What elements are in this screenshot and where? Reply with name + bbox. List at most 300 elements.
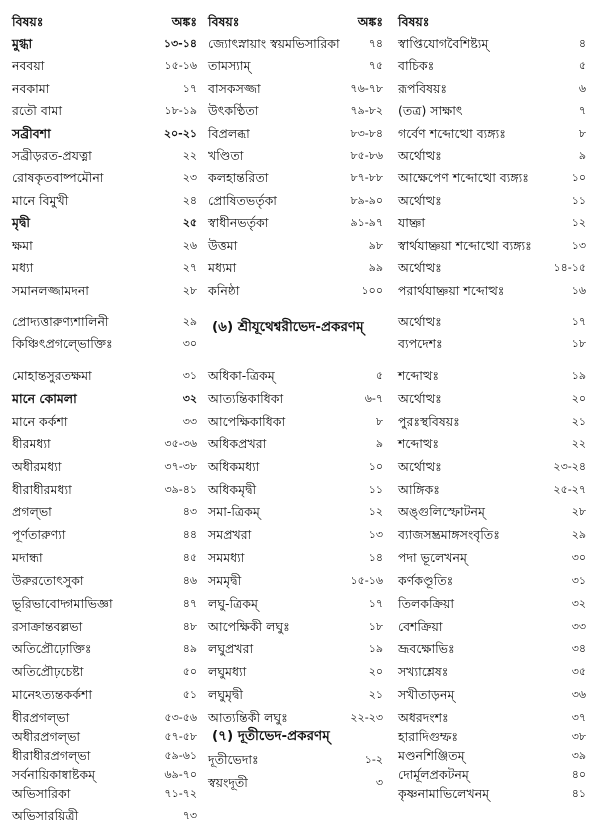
index-entry <box>12 457 197 477</box>
entry-page-number: ২০ <box>571 392 586 405</box>
entry-page-number: ১৮ <box>571 337 586 350</box>
entry-term: (তত্র) সাক্ষাৎ <box>398 103 463 118</box>
entry-term: মানে কোমলা <box>12 391 77 406</box>
index-entry <box>12 480 197 500</box>
entry-page-number: ১৪ <box>368 551 383 564</box>
entry-page-number: ২৩-২৪ <box>553 460 586 473</box>
entry-page-number: ১৯ <box>368 642 383 655</box>
entry-page-number: ৮৭-৮৮ <box>350 171 383 184</box>
entry-term: সব্রীড়রত-প্রযত্না <box>12 148 92 163</box>
index-entry <box>398 765 586 785</box>
entry-page-number: ৪১ <box>571 787 586 800</box>
entry-term: লঘু-ত্রিকম্ <box>208 596 258 611</box>
entry-page-number: ৮ <box>578 127 586 140</box>
entry-term: স্বাপ্তিযোগবৈশিষ্ট্যম্ <box>398 36 489 51</box>
index-entry <box>208 639 383 659</box>
entry-term: আত্যন্তিকী লঘুঃ <box>208 710 288 725</box>
entry-term: ক্ষমা <box>12 238 33 253</box>
entry-page-number: ৩৮ <box>571 730 586 743</box>
index-entry <box>12 146 197 166</box>
entry-term: মণ্ডনশিঞ্জিতম্ <box>398 748 465 763</box>
entry-term: খণ্ডিতা <box>208 148 244 163</box>
index-entry <box>398 662 586 682</box>
index-entry <box>12 662 197 682</box>
entry-page-number: ২২ <box>571 437 586 450</box>
entry-page-number: ৩৯ <box>571 749 586 762</box>
entry-term: বিপ্রলব্ধা <box>208 126 250 141</box>
entry-term: উৎকণ্ঠিতা <box>208 103 259 118</box>
entry-term: মানে কর্কশা <box>12 414 68 429</box>
entry-page-number: ৩৭-৩৮ <box>164 460 197 473</box>
entry-page-number: ৩০ <box>182 337 197 350</box>
section-title: (৬) শ্রীযূথেশ্বরীভেদ-প্রকরণম্ <box>212 319 364 335</box>
entry-page-number: ২২-২৩ <box>350 711 383 724</box>
index-entry <box>12 639 197 659</box>
index-entry <box>208 101 383 121</box>
index-entry <box>398 366 586 386</box>
entry-page-number: ১২ <box>368 505 383 518</box>
entry-page-number: ২৭ <box>182 261 197 274</box>
index-entry <box>398 571 586 591</box>
index-entry <box>208 548 383 568</box>
index-entry <box>208 571 383 591</box>
entry-page-number: ৭১-৭২ <box>164 787 197 800</box>
index-entry <box>398 124 586 144</box>
index-entry <box>208 281 383 301</box>
entry-page-number: ৩২ <box>182 392 197 405</box>
entry-page-number: ৮৫-৮৬ <box>350 149 383 162</box>
entry-page-number: ২৫-২৭ <box>553 483 586 496</box>
entry-page-number: ৫ <box>578 59 586 72</box>
entry-term: ভূরিভাবোদ্গমাভিজ্ঞা <box>12 596 113 611</box>
entry-page-number: ৭৩ <box>182 809 197 822</box>
index-entry <box>398 389 586 409</box>
entry-term: রতৌ বামা <box>12 103 62 118</box>
index-entry <box>12 685 197 705</box>
index-entry <box>208 389 383 409</box>
entry-page-number: ১০ <box>571 171 586 184</box>
entry-page-number: ২১ <box>368 688 383 701</box>
entry-page-number: ৫৩-৫৬ <box>164 711 197 724</box>
index-entry <box>208 168 383 188</box>
section-title: (৭) দূতীভেদ-প্রকরণম্ <box>212 728 330 744</box>
entry-term: মদান্ধা <box>12 550 43 565</box>
entry-page-number: ৪৬ <box>182 574 197 587</box>
entry-page-number: ৯ <box>578 149 586 162</box>
entry-page-number: ৮৯-৯০ <box>350 194 383 207</box>
index-entry <box>208 525 383 545</box>
entry-term: অধিকপ্রখরা <box>208 436 267 451</box>
index-entry <box>398 746 586 766</box>
index-entry <box>12 617 197 637</box>
entry-term: সখীতাড়নম্ <box>398 687 455 702</box>
entry-page-number: ২৫ <box>182 216 197 229</box>
index-entry <box>398 334 586 354</box>
index-entry <box>12 191 197 211</box>
index-entry <box>12 56 197 76</box>
entry-term: বাচিকঃ <box>398 58 435 73</box>
entry-page-number: ৭৬-৭৮ <box>350 82 383 95</box>
entry-page-number: ২০ <box>368 665 383 678</box>
index-entry <box>208 412 383 432</box>
entry-page-number: ৩২ <box>571 597 586 610</box>
index-entry <box>12 765 197 785</box>
index-entry <box>12 708 197 728</box>
entry-page-number: ১০০ <box>361 284 383 297</box>
entry-term: রসাক্রান্তবল্লভা <box>12 619 83 634</box>
entry-term: অভিসারয়িত্রী <box>12 808 79 823</box>
entry-page-number: ৩৫-৩৬ <box>164 437 197 450</box>
entry-page-number: ৪০ <box>571 768 586 781</box>
index-entry <box>208 124 383 144</box>
entry-page-number: ৭ <box>578 104 586 117</box>
entry-term: ধীরাধীরমধ্যা <box>12 482 72 497</box>
entry-term: তিলকক্রিয়া <box>398 596 455 611</box>
entry-page-number: ৩৪ <box>571 642 586 655</box>
header-page-label: অঙ্কঃ <box>171 14 197 29</box>
entry-term: পূর্ণতারুণ্যা <box>12 527 66 542</box>
entry-page-number: ৭৯-৮২ <box>350 104 383 117</box>
column-header <box>208 12 383 32</box>
header-page-label: অঙ্কঃ <box>357 14 383 29</box>
entry-term: প্রোষিতভর্তৃকা <box>208 193 277 208</box>
entry-page-number: ১৪-১৫ <box>553 261 586 274</box>
entry-term: অর্থোত্থঃ <box>398 391 442 406</box>
index-entry <box>398 639 586 659</box>
entry-page-number: ৭৪ <box>368 37 383 50</box>
entry-page-number: ১১ <box>368 483 383 496</box>
index-entry <box>208 708 383 728</box>
entry-term: শব্দোত্থঃ <box>398 368 440 383</box>
index-entry <box>208 236 383 256</box>
index-entry <box>208 480 383 500</box>
entry-term: কিঞ্চিৎপ্রগল্ভোক্তিঃ <box>12 336 113 351</box>
entry-term: দোর্মূলপ্রকটনম্ <box>398 767 469 782</box>
entry-page-number: ৩৩ <box>571 620 586 633</box>
entry-term: অধিকমৃদ্বী <box>208 482 257 497</box>
index-entry <box>12 525 197 545</box>
index-entry <box>398 594 586 614</box>
entry-term: ব্যাজসম্ভ্রমাঙ্গসংবৃতিঃ <box>398 527 500 542</box>
index-entry <box>12 334 197 354</box>
entry-page-number: ৫৯-৬১ <box>164 749 197 762</box>
entry-page-number: ৫ <box>375 369 383 382</box>
entry-term: মুগ্ধা <box>12 36 33 51</box>
entry-page-number: ২৬ <box>182 239 197 252</box>
entry-page-number: ৮৩-৮৪ <box>350 127 383 140</box>
entry-page-number: ৪৫ <box>182 551 197 564</box>
index-entry <box>208 685 383 705</box>
entry-term: অধীরপ্রগল্ভা <box>12 729 81 744</box>
entry-term: মোহান্তসুরতক্ষমা <box>12 368 92 383</box>
entry-page-number: ১৬ <box>571 284 586 297</box>
index-entry <box>208 457 383 477</box>
entry-page-number: ২৪ <box>182 194 197 207</box>
entry-page-number: ৪৩ <box>182 505 197 518</box>
entry-term: ধীরপ্রগল্ভা <box>12 710 70 725</box>
entry-page-number: ১৩-১৪ <box>163 37 197 50</box>
entry-term: মানে বিমুখী <box>12 193 69 208</box>
entry-term: অতিপ্রৌঢ়চেষ্টা <box>12 664 84 679</box>
entry-term: অধরদংশঃ <box>398 710 449 725</box>
entry-page-number: ২০-২১ <box>163 127 197 140</box>
index-entry <box>398 525 586 545</box>
index-entry <box>398 191 586 211</box>
index-entry <box>12 571 197 591</box>
entry-term: পরার্থযাচ্ঞয়া শব্দোত্থঃ <box>398 283 505 298</box>
entry-page-number: ২৯ <box>182 315 197 328</box>
entry-page-number: ৯ <box>375 437 383 450</box>
entry-term: নববয়া <box>12 58 45 73</box>
index-entry <box>12 412 197 432</box>
entry-term: সর্বনায়িকাষ্বাষ্টকম্ <box>12 767 96 782</box>
entry-page-number: ৩০ <box>571 551 586 564</box>
entry-term: আপেক্ষিকী লঘুঃ <box>208 619 290 634</box>
header-subject-label: বিষয়ঃ <box>398 14 430 29</box>
index-entry <box>12 389 197 409</box>
entry-page-number: ৯১-৯৭ <box>350 216 383 229</box>
index-entry <box>12 434 197 454</box>
index-entry <box>208 434 383 454</box>
index-entry <box>398 168 586 188</box>
index-entry <box>398 480 586 500</box>
entry-page-number: ১৮-১৯ <box>164 104 197 117</box>
column-header <box>12 12 197 32</box>
entry-term: যাচ্ঞা <box>398 215 425 230</box>
index-entry <box>208 213 383 233</box>
entry-page-number: ৪ <box>578 37 586 50</box>
index-entry <box>208 594 383 614</box>
index-entry <box>12 746 197 766</box>
index-entry <box>398 727 586 747</box>
entry-term: জ্যোৎস্নায়াং স্বয়মভিসারিকা <box>208 36 340 51</box>
entry-page-number: ৬৯-৭০ <box>164 768 197 781</box>
index-entry <box>12 236 197 256</box>
index-entry <box>398 617 586 637</box>
entry-page-number: ৪৪ <box>182 528 197 541</box>
entry-page-number: ৩৫ <box>571 665 586 678</box>
index-entry <box>12 281 197 301</box>
column-header <box>398 12 586 32</box>
entry-term: বেশক্রিয়া <box>398 619 443 634</box>
index-entry <box>398 502 586 522</box>
entry-term: মধ্যা <box>12 260 34 275</box>
entry-term: বাসকসজ্জা <box>208 81 261 96</box>
entry-page-number: ১০ <box>368 460 383 473</box>
index-entry <box>208 773 383 793</box>
entry-page-number: ৩ <box>375 776 383 789</box>
entry-page-number: ৯৯ <box>368 261 383 274</box>
index-entry <box>398 101 586 121</box>
header-subject-label: বিষয়ঃ <box>208 14 240 29</box>
entry-page-number: ২৮ <box>571 505 586 518</box>
entry-page-number: ৭৫ <box>368 59 383 72</box>
entry-term: মানেঽত্যন্তকর্কশা <box>12 687 92 702</box>
entry-page-number: ৩৬ <box>571 688 586 701</box>
entry-term: ধীরমধ্যা <box>12 436 51 451</box>
entry-page-number: ১৯ <box>571 369 586 382</box>
entry-term: সব্রীবশা <box>12 126 51 141</box>
entry-term: গর্বেণ শব্দোত্থো ব্যঙ্গ্যঃ <box>398 126 506 141</box>
index-entry <box>398 784 586 804</box>
index-entry <box>12 312 197 332</box>
index-entry <box>208 750 383 770</box>
index-entry <box>398 281 586 301</box>
index-entry <box>12 548 197 568</box>
entry-term: কৃষ্ণনামাভিলেখনম্ <box>398 786 490 801</box>
entry-term: অঙ্গুলিস্ফোটনম্ <box>398 504 485 519</box>
index-entry <box>12 594 197 614</box>
entry-page-number: ১৩ <box>368 528 383 541</box>
entry-term: সমমধ্যা <box>208 550 245 565</box>
entry-term: কর্ণকণ্ডূতিঃ <box>398 573 454 588</box>
entry-term: কনিষ্ঠা <box>208 283 240 298</box>
entry-term: আত্যন্তিকাধিকা <box>208 391 284 406</box>
entry-term: অর্থোত্থঃ <box>398 459 442 474</box>
entry-page-number: ৩৩ <box>182 415 197 428</box>
entry-term: সমপ্রখরা <box>208 527 252 542</box>
entry-term: কলহান্তরিতা <box>208 170 269 185</box>
entry-page-number: ১-২ <box>364 753 383 766</box>
entry-term: উত্তমা <box>208 238 238 253</box>
entry-term: অর্থোত্থঃ <box>398 148 442 163</box>
entry-term: ব্যপদেশঃ <box>398 336 443 351</box>
entry-term: স্বার্থযাচ্ঞয়া শব্দোত্থো ব্যঙ্গ্যঃ <box>398 238 532 253</box>
entry-term: প্রগল্ভা <box>12 504 52 519</box>
index-entry <box>208 662 383 682</box>
entry-page-number: ৬-৭ <box>364 392 383 405</box>
index-entry <box>208 79 383 99</box>
entry-page-number: ৬ <box>578 82 586 95</box>
entry-page-number: ৫৭-৫৮ <box>164 730 197 743</box>
entry-term: মধ্যমা <box>208 260 237 275</box>
entry-page-number: ১১ <box>571 194 586 207</box>
entry-page-number: ৮ <box>375 415 383 428</box>
entry-page-number: ১৫-১৬ <box>350 574 383 587</box>
entry-term: তামস্যাম্ <box>208 58 251 73</box>
entry-page-number: ৩১ <box>182 369 197 382</box>
entry-page-number: ২৩ <box>182 171 197 184</box>
entry-page-number: ১৭ <box>368 597 383 610</box>
index-entry <box>398 708 586 728</box>
entry-page-number: ১৮ <box>368 620 383 633</box>
index-entry <box>398 412 586 432</box>
entry-page-number: ১৭ <box>182 82 197 95</box>
index-entry <box>398 434 586 454</box>
index-entry <box>12 366 197 386</box>
index-entry <box>398 457 586 477</box>
entry-page-number: ১৩ <box>571 239 586 252</box>
entry-page-number: ৪৯ <box>182 642 197 655</box>
index-entry <box>398 685 586 705</box>
index-entry <box>208 191 383 211</box>
entry-term: শব্দোত্থঃ <box>398 436 440 451</box>
entry-term: অধীরমধ্যা <box>12 459 62 474</box>
index-entry <box>208 502 383 522</box>
entry-page-number: ৩১ <box>571 574 586 587</box>
entry-page-number: ২৮ <box>182 284 197 297</box>
index-entry <box>12 213 197 233</box>
entry-term: সখ্যাশ্লেষঃ <box>398 664 449 679</box>
index-entry <box>398 34 586 54</box>
index-entry <box>208 146 383 166</box>
entry-term: হারাদিগুম্ফঃ <box>398 729 459 744</box>
index-entry <box>208 56 383 76</box>
index-entry <box>398 236 586 256</box>
entry-page-number: ২২ <box>182 149 197 162</box>
index-entry <box>398 79 586 99</box>
entry-term: অধিকমধ্যা <box>208 459 260 474</box>
header-subject-label: বিষয়ঃ <box>12 14 44 29</box>
index-entry <box>12 806 197 826</box>
index-entry <box>12 502 197 522</box>
entry-term: অর্থোত্থঃ <box>398 193 442 208</box>
entry-page-number: ৫০ <box>182 665 197 678</box>
entry-term: স্বাধীনভর্তৃকা <box>208 215 269 230</box>
entry-term: আপেক্ষিকাধিকা <box>208 414 286 429</box>
entry-term: উরুরতোৎসুকা <box>12 573 84 588</box>
entry-term: পদা ভূলেখনম্ <box>398 550 467 565</box>
entry-term: ধীরাধীরপ্রগল্ভা <box>12 748 91 763</box>
entry-term: অর্থোত্থঃ <box>398 260 442 275</box>
index-entry <box>398 548 586 568</box>
index-entry <box>398 213 586 233</box>
index-entry <box>12 727 197 747</box>
index-entry <box>208 34 383 54</box>
entry-term: পুরঃস্থবিষয়ঃ <box>398 414 460 429</box>
entry-page-number: ২১ <box>571 415 586 428</box>
entry-term: অধিকা-ত্রিকম্ <box>208 368 275 383</box>
index-entry <box>12 34 197 54</box>
entry-term: রূপবিষয়ঃ <box>398 81 448 96</box>
entry-page-number: ১৭ <box>571 315 586 328</box>
entry-term: দূতীভেদাঃ <box>208 752 259 767</box>
entry-page-number: ৪৮ <box>182 620 197 633</box>
entry-term: নবকামা <box>12 81 50 96</box>
index-entry <box>12 124 197 144</box>
index-entry <box>398 56 586 76</box>
index-entry <box>208 258 383 278</box>
entry-page-number: ৫১ <box>182 688 197 701</box>
index-entry <box>208 366 383 386</box>
entry-page-number: ১২ <box>571 216 586 229</box>
entry-term: অর্থোত্থঃ <box>398 314 442 329</box>
entry-term: লঘুমৃদ্বী <box>208 687 243 702</box>
index-entry <box>12 79 197 99</box>
index-entry <box>12 168 197 188</box>
index-entry <box>398 146 586 166</box>
entry-term: মৃদ্বী <box>12 215 30 230</box>
entry-term: স্বয়ংদূতী <box>208 775 248 790</box>
entry-term: অতিপ্রৌঢ়োক্তিঃ <box>12 641 92 656</box>
index-entry <box>398 312 586 332</box>
entry-term: আঙ্গিকঃ <box>398 482 440 497</box>
entry-term: সমানলজ্জামদনা <box>12 283 89 298</box>
index-entry <box>398 258 586 278</box>
index-entry <box>208 617 383 637</box>
entry-page-number: ৪৭ <box>182 597 197 610</box>
entry-term: সমমৃদ্বী <box>208 573 242 588</box>
index-entry <box>12 258 197 278</box>
entry-term: আক্ষেপেণ শব্দোত্থো ব্যঙ্গ্যঃ <box>398 170 529 185</box>
entry-term: সমা-ত্রিকম্ <box>208 504 260 519</box>
entry-page-number: ২৯ <box>571 528 586 541</box>
entry-term: ভ্রূবক্ষোভিঃ <box>398 641 455 656</box>
entry-term: রোষকৃতবাষ্পমৌনা <box>12 170 104 185</box>
entry-term: লঘুপ্রখরা <box>208 641 254 656</box>
index-entry <box>12 784 197 804</box>
entry-page-number: ১৫-১৬ <box>164 59 197 72</box>
